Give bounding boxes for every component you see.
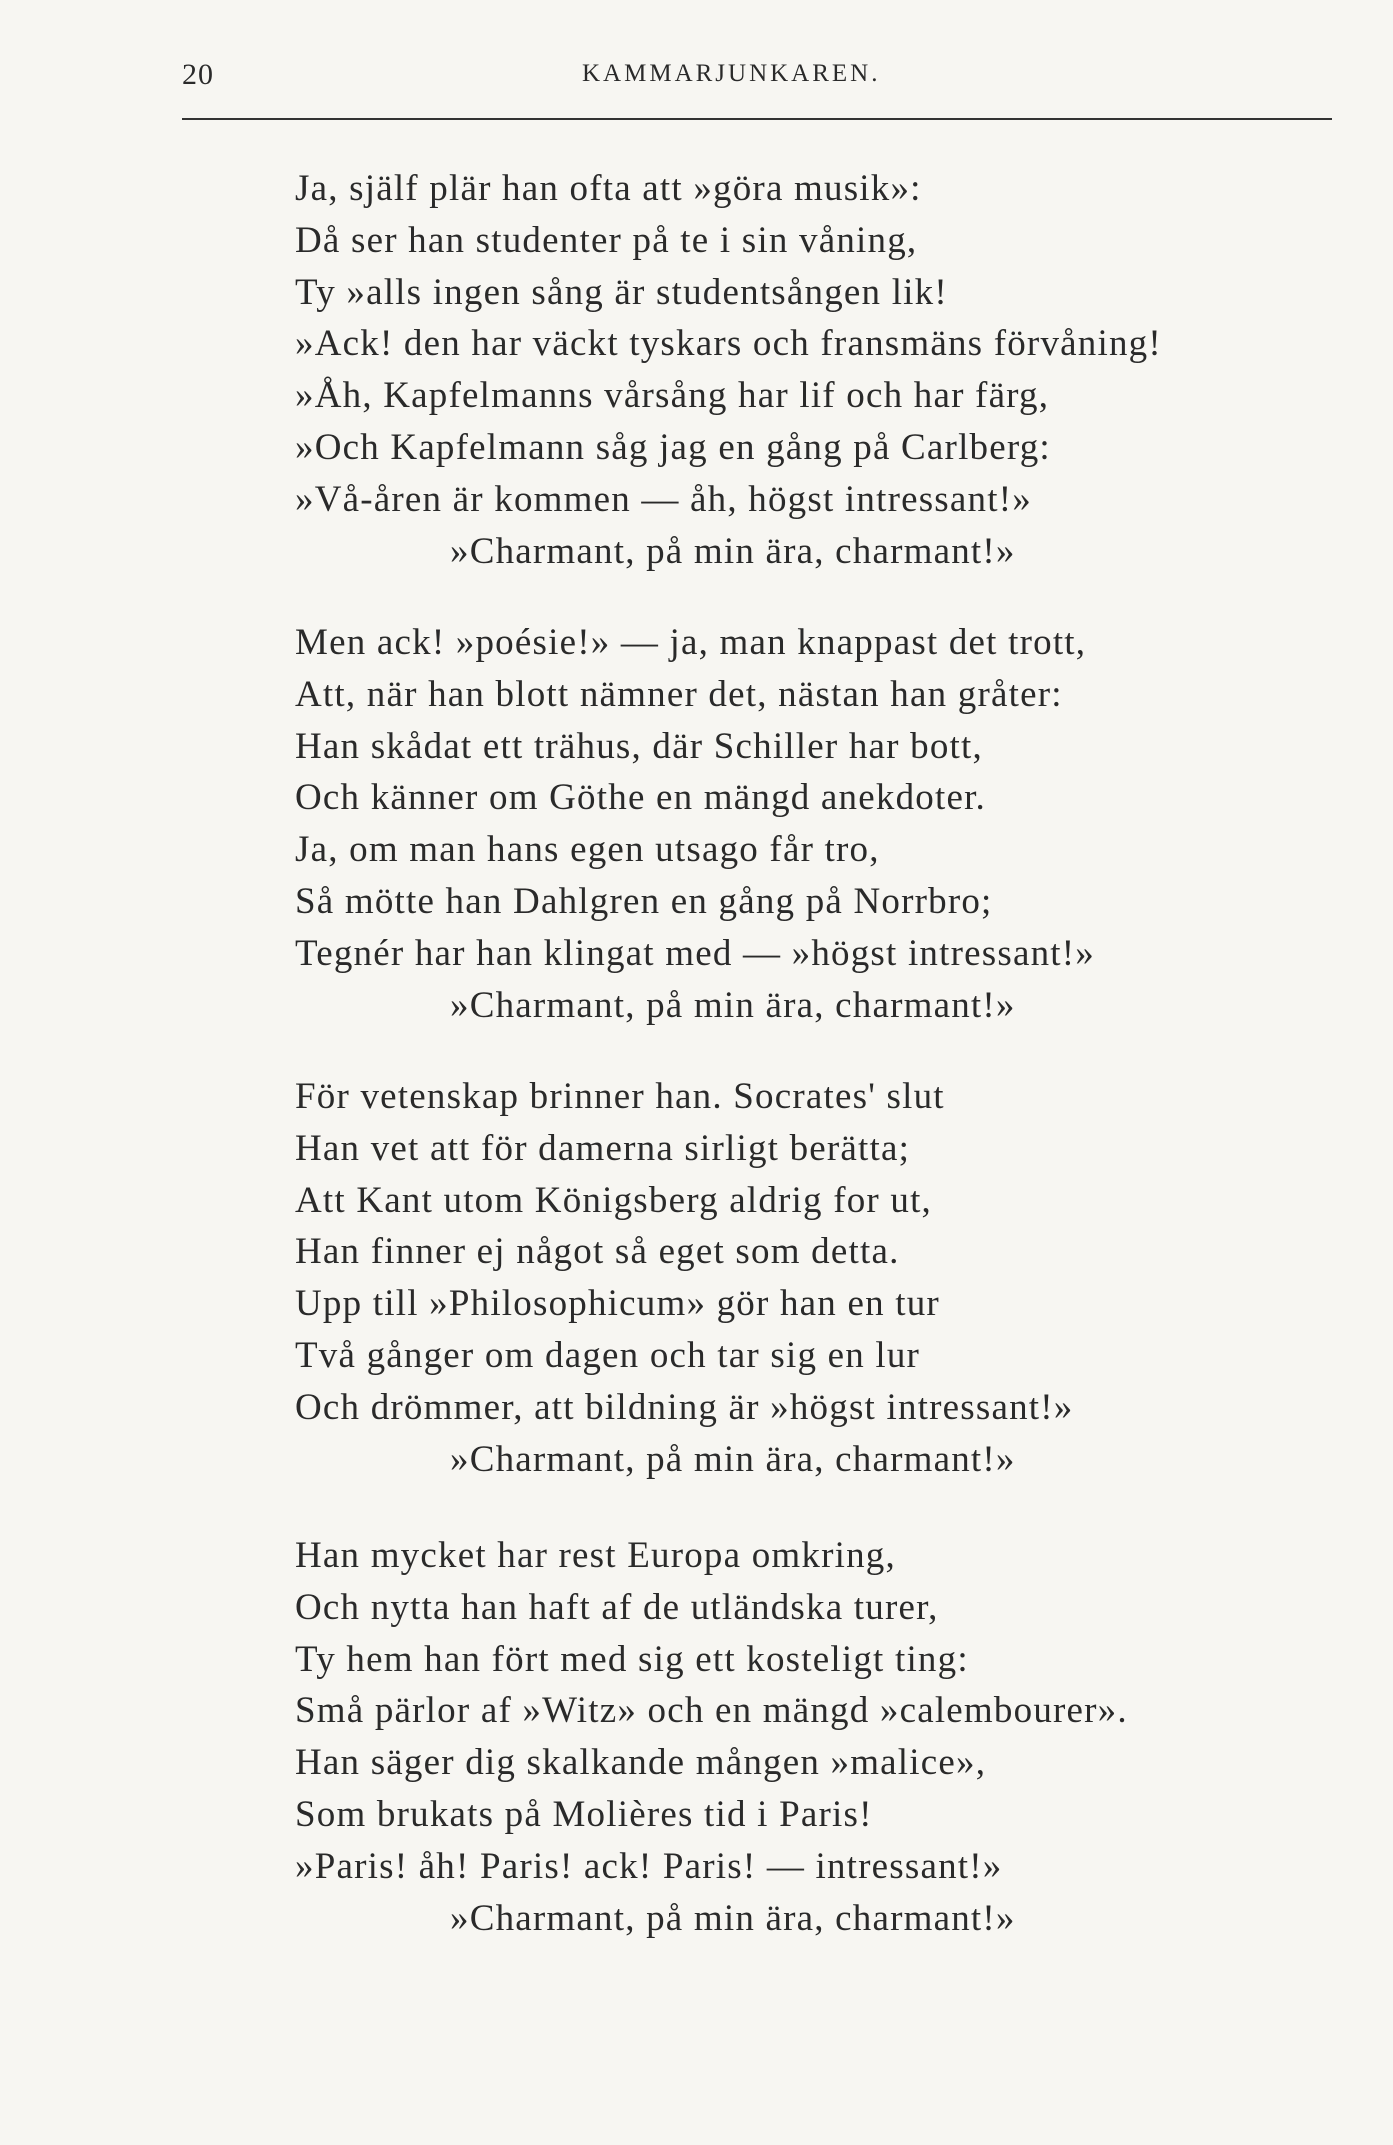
poem-line: Han vet att för damerna sirligt berätta; [295, 1127, 911, 1169]
poem-line: Ja, om man hans egen utsago får tro, [295, 829, 880, 871]
poem-line: Och nytta han haft af de utländska turer, [295, 1586, 939, 1628]
stanza-4 [295, 1530, 1335, 1944]
running-title: KAMMARJUNKAREN. [582, 60, 881, 87]
stanza-1 [295, 163, 1335, 577]
stanza-2 [295, 617, 1335, 1031]
refrain-line: »Charmant, på min ära, charmant!» [450, 530, 1016, 572]
poem-line: Men ack! »poésie!» — ja, man knappast det trott, [295, 622, 1087, 663]
poem-line: För vetenskap brinner han. Socrates' slut [295, 1076, 945, 1117]
stanza-3 [295, 1071, 1335, 1485]
poem-line: Ty hem han fört med sig ett kosteligt ting: [295, 1638, 969, 1680]
poem-line: Då ser han studenter på te i sin våning, [295, 219, 918, 261]
poem-line: »Och Kapfelmann såg jag en gång på Carlberg: [295, 426, 1051, 468]
poem-line: Upp till »Philosophicum» gör han en tur [295, 1283, 940, 1325]
poem-line: Han säger dig skalkande mången »malice», [295, 1742, 987, 1784]
poem-line: Ja, själf plär han ofta att »göra musik»: [295, 168, 922, 209]
poem-line: Och drömmer, att bildning är »högst intressant!» [295, 1386, 1074, 1428]
poem-line: Så mötte han Dahlgren en gång på Norrbro; [295, 880, 993, 922]
page-number: 20 [182, 58, 214, 91]
poem-line: Två gånger om dagen och tar sig en lur [295, 1334, 921, 1376]
poem-line: »Paris! åh! Paris! ack! Paris! — intressant!» [295, 1845, 1003, 1887]
poem-line: »Ack! den har väckt tyskars och fransmäns förvåning! [295, 323, 1162, 365]
poem-line: Han finner ej något så eget som detta. [295, 1231, 900, 1273]
poem-line: Han mycket har rest Europa omkring, [295, 1535, 896, 1576]
header-rule [182, 118, 1332, 120]
refrain-line: »Charmant, på min ära, charmant!» [450, 984, 1016, 1026]
refrain-line: »Charmant, på min ära, charmant!» [450, 1897, 1016, 1939]
poem-line: Som brukats på Molières tid i Paris! [295, 1793, 873, 1835]
refrain-line: »Charmant, på min ära, charmant!» [450, 1438, 1016, 1480]
poem-line: »Åh, Kapfelmanns vårsång har lif och har färg, [295, 375, 1050, 417]
poem-line: Och känner om Göthe en mängd anekdoter. [295, 777, 987, 819]
poem-line: Att, när han blott nämner det, nästan han gråter: [295, 673, 1063, 715]
poem-line: Tegnér har han klingat med — »högst intressant!» [295, 932, 1095, 974]
page-header [182, 58, 1332, 98]
poem-line: Ty »alls ingen sång är studentsången lik! [295, 271, 948, 313]
poem-line: »Vå-åren är kommen — åh, högst intressant!» [295, 478, 1032, 520]
poem-line: Han skådat ett trähus, där Schiller har bott, [295, 725, 983, 767]
poem-line: Små pärlor af »Witz» och en mängd »calembourer». [295, 1690, 1128, 1732]
poem-line: Att Kant utom Königsberg aldrig for ut, [295, 1179, 933, 1221]
